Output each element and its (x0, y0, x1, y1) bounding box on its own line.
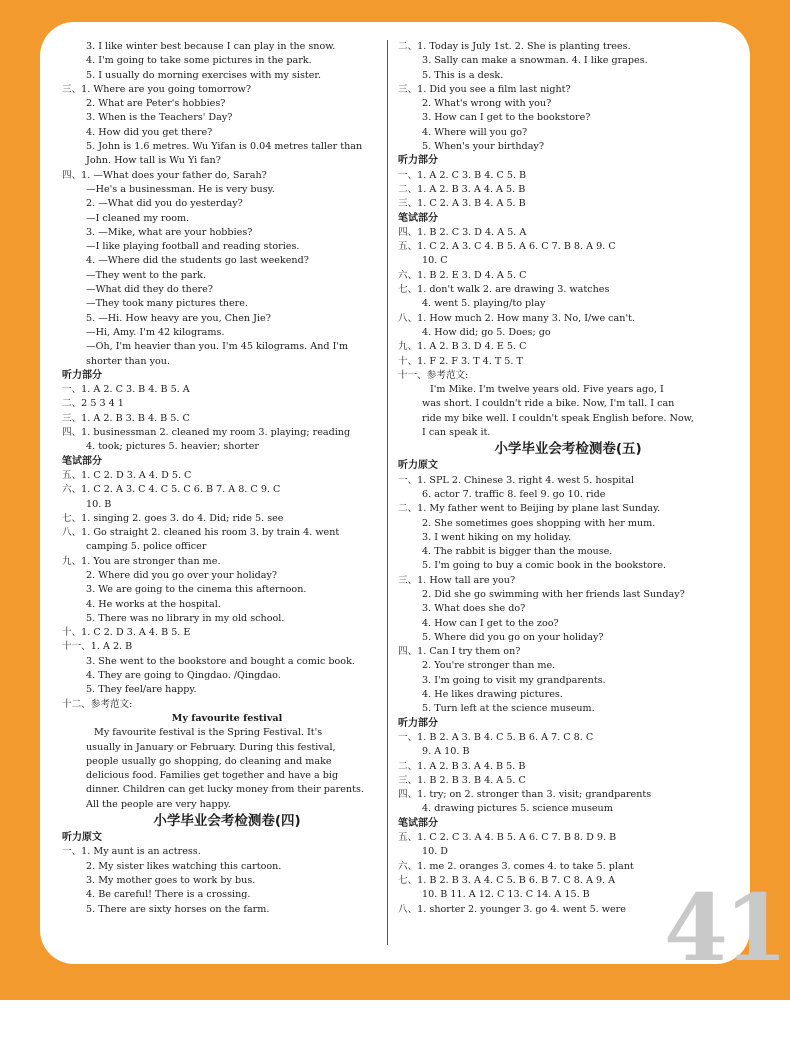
answer-line: 四、1. try; on 2. stronger than 3. visit; grandparents (398, 789, 652, 801)
answer-line: 5. I'm going to buy a comic book in the bookstore. (422, 560, 667, 572)
answer-line: 十二、参考范文: (62, 698, 133, 710)
answer-line: 4. They are going to Qingdao. /Qingdao. (86, 670, 281, 682)
answer-line: 十一、1. A 2. B (62, 641, 133, 653)
answer-line: 5. This is a desk. (422, 69, 504, 81)
answer-line: 十一、参考范文: (398, 369, 469, 381)
answer-line: 3. She went to the bookstore and bought a comic book. (86, 655, 355, 667)
section-heading: 笔试部分 (398, 212, 438, 224)
answer-line: —What did they do there? (86, 284, 213, 296)
answer-line: 四、1. B 2. C 3. D 4. A 5. A (398, 226, 527, 238)
answer-line: usually in January or February. During this festival, (86, 741, 336, 753)
answer-line: 一、1. A 2. C 3. B 4. C 5. B (398, 169, 527, 181)
answer-line: 5. Turn left at the science museum. (422, 703, 595, 715)
answer-line: I'm Mike. I'm twelve years old. Five years ago, I (430, 384, 664, 396)
answer-line: 九、1. A 2. B 3. D 4. E 5. C (398, 341, 527, 353)
answer-line: was short. I couldn't ride a bike. Now, I'm tall. I can (422, 398, 675, 410)
answer-line: 二、1. A 2. B 3. A 4. A 5. B (398, 183, 526, 195)
answer-line: 3. We are going to the cinema this afternoon. (86, 584, 307, 596)
answer-line: 二、2 5 3 4 1 (62, 398, 124, 410)
section-heading: 笔试部分 (398, 817, 438, 829)
bottom-margin (0, 1000, 790, 1050)
answer-line: 六、1. C 2. A 3. C 4. C 5. C 6. B 7. A 8. C 9. C (62, 484, 281, 496)
answer-line: 5. John is 1.6 metres. Wu Yifan is 0.04 metres taller than (86, 141, 363, 153)
answer-line: 2. Did she go swimming with her friends last Sunday? (422, 588, 685, 600)
section-title: 小学毕业会考检测卷(四) (153, 813, 301, 830)
answer-line: people usually go shopping, do cleaning and make (86, 755, 332, 767)
answer-line: 一、1. A 2. C 3. B 4. B 5. A (62, 384, 190, 396)
answer-line: 二、1. Today is July 1st. 2. She is planting trees. (398, 41, 631, 52)
answer-line: 2. —What did you do yesterday? (86, 198, 243, 210)
section-heading: 听力部分 (398, 155, 438, 167)
answer-line: 4. How did; go 5. Does; go (422, 326, 551, 338)
answer-line: 四、1. Can I try them on? (398, 646, 521, 658)
answer-line: 10. B 11. A 12. C 13. C 14. A 15. B (422, 889, 590, 901)
answer-line: 4. The rabbit is bigger than the mouse. (422, 546, 613, 558)
page-number: 41 (664, 874, 785, 982)
answer-line: 2. Where did you go over your holiday? (86, 569, 278, 581)
answer-line: 3. I went hiking on my holiday. (422, 531, 572, 543)
essay-title: My favourite festival (171, 712, 283, 724)
answer-line: —He's a businessman. He is very busy. (86, 183, 275, 195)
answer-line: 2. She sometimes goes shopping with her mum. (422, 517, 656, 529)
right-column (398, 40, 738, 917)
answer-line: 十、1. C 2. D 3. A 4. B 5. E (62, 627, 191, 639)
answer-line: 三、1. A 2. B 3. B 4. B 5. C (62, 412, 190, 424)
answer-line: 3. Sally can make a snowman. 4. I like grapes. (422, 55, 648, 67)
answer-line: shorter than you. (86, 355, 171, 367)
answer-line: 五、1. C 2. A 3. C 4. B 5. A 6. C 7. B 8. A 9. C (398, 241, 616, 253)
answer-line: 3. I like winter best because I can play in the snow. (86, 41, 336, 52)
answer-line: 4. Where will you go? (422, 126, 528, 138)
answer-line: 一、1. My aunt is an actress. (62, 846, 201, 858)
answer-line: 3. —Mike, what are your hobbies? (86, 226, 253, 238)
answer-line: 五、1. C 2. C 3. A 4. B 5. A 6. C 7. B 8. D 9. B (398, 832, 617, 844)
answer-line: 5. —Hi. How heavy are you, Chen Jie? (86, 312, 271, 324)
answer-line: 9. A 10. B (422, 746, 470, 758)
column-divider (387, 40, 388, 945)
answer-line: 七、1. singing 2. goes 3. do 4. Did; ride 5. see (62, 512, 284, 524)
answer-line: All the people are very happy. (86, 798, 231, 810)
answer-line: 4. He likes drawing pictures. (422, 689, 563, 701)
answer-line: 5. Where did you go on your holiday? (422, 631, 604, 643)
answer-line: 4. He works at the hospital. (86, 598, 221, 610)
answer-line: 3. When is the Teachers' Day? (86, 112, 233, 124)
answer-line: 4. How can I get to the zoo? (422, 617, 559, 629)
answer-line: 五、1. C 2. D 3. A 4. D 5. C (62, 469, 192, 481)
answer-line: 4. Be careful! There is a crossing. (86, 889, 251, 901)
answer-line: 三、1. How tall are you? (398, 574, 516, 586)
answer-line: 10. B (86, 498, 112, 510)
answer-line: 4. How did you get there? (86, 126, 213, 138)
answer-line: 三、1. Did you see a film last night? (398, 83, 571, 95)
answer-line: 3. I'm going to visit my grandparents. (422, 674, 606, 686)
answer-line: 七、1. don't walk 2. are drawing 3. watches (398, 284, 610, 296)
section-title: 小学毕业会考检测卷(五) (494, 441, 642, 458)
answer-line: 10. D (422, 846, 448, 858)
section-heading: 听力原文 (62, 832, 102, 844)
answer-line: 4. —Where did the students go last weekend? (86, 255, 309, 267)
answer-line: 八、1. shorter 2. younger 3. go 4. went 5. were (398, 903, 626, 915)
answer-line: 2. What are Peter's hobbies? (86, 98, 226, 110)
answer-page (40, 22, 785, 982)
answer-line: —They went to the park. (86, 269, 207, 281)
answer-line: 二、1. My father went to Beijing by plane last Sunday. (398, 503, 661, 515)
answer-line: 5. There was no library in my old school. (86, 612, 285, 624)
answer-line: My favourite festival is the Spring Festival. It's (94, 727, 323, 739)
answer-line: 七、1. B 2. B 3. A 4. C 5. B 6. B 7. C 8. A 9. A (398, 874, 616, 886)
answer-line: I can speak it. (422, 427, 491, 439)
answer-line: —Oh, I'm heavier than you. I'm 45 kilograms. And I'm (86, 341, 349, 353)
answer-line: 5. When's your birthday? (422, 141, 544, 153)
answer-line: 八、1. Go straight 2. cleaned his room 3. by train 4. went (62, 527, 340, 539)
section-heading: 听力部分 (398, 717, 438, 729)
answer-line: 十、1. F 2. F 3. T 4. T 5. T (398, 355, 523, 367)
answer-line: —I cleaned my room. (86, 212, 190, 224)
section-heading: 笔试部分 (62, 455, 102, 467)
answer-line: 六、1. me 2. oranges 3. comes 4. to take 5. plant (398, 860, 634, 872)
answer-line: 九、1. You are stronger than me. (62, 555, 221, 567)
answer-line: 3. What does she do? (422, 603, 526, 615)
answer-line: 5. There are sixty horses on the farm. (86, 903, 270, 915)
answer-line: 三、1. Where are you going tomorrow? (62, 83, 252, 95)
answer-line: 2. My sister likes watching this cartoon. (86, 860, 282, 872)
answer-line: camping 5. police officer (86, 541, 207, 553)
answer-line: 3. My mother goes to work by bus. (86, 874, 256, 886)
answer-line: 三、1. B 2. B 3. B 4. A 5. C (398, 774, 526, 786)
answer-line: 4. drawing pictures 5. science museum (422, 803, 613, 815)
answer-line: 三、1. C 2. A 3. B 4. A 5. B (398, 198, 526, 210)
answer-line: —They took many pictures there. (86, 298, 248, 310)
answer-line: 4. went 5. playing/to play (422, 298, 546, 310)
answer-line: —I like playing football and reading stories. (86, 241, 300, 253)
answer-line: ride my bike well. I couldn't speak English before. Now, (422, 412, 694, 424)
section-heading: 听力原文 (398, 460, 438, 472)
answer-line: 四、1. businessman 2. cleaned my room 3. playing; reading (62, 427, 351, 439)
answer-line: 10. C (422, 255, 448, 267)
answer-line: 八、1. How much 2. How many 3. No, I/we can't. (398, 312, 635, 324)
answer-line: 4. I'm going to take some pictures in the park. (86, 55, 312, 67)
left-column (62, 40, 392, 917)
answer-line: dinner. Children can get lucky money from their parents. (86, 784, 364, 796)
answer-line: 2. What's wrong with you? (422, 98, 552, 110)
answer-line: 一、1. B 2. A 3. B 4. C 5. B 6. A 7. C 8. C (398, 731, 594, 743)
answer-line: 四、1. —What does your father do, Sarah? (62, 169, 267, 181)
answer-line: delicious food. Families get together and have a big (86, 770, 339, 782)
answer-line: 一、1. SPL 2. Chinese 3. right 4. west 5. hospital (398, 474, 635, 486)
answer-line: 5. They feel/are happy. (86, 684, 197, 696)
answer-line: 6. actor 7. traffic 8. feel 9. go 10. ride (422, 488, 606, 500)
answer-line: —Hi, Amy. I'm 42 kilograms. (86, 326, 225, 338)
answer-line: 二、1. A 2. B 3. A 4. B 5. B (398, 760, 526, 772)
answer-line: 4. took; pictures 5. heavier; shorter (86, 441, 259, 453)
answer-line: 六、1. B 2. E 3. D 4. A 5. C (398, 269, 527, 281)
answer-line: 2. You're stronger than me. (422, 660, 556, 672)
answer-line: 5. I usually do morning exercises with my sister. (86, 69, 322, 81)
answer-line: 3. How can I get to the bookstore? (422, 112, 591, 124)
answer-line: John. How tall is Wu Yi fan? (86, 155, 221, 167)
section-heading: 听力部分 (62, 369, 102, 381)
